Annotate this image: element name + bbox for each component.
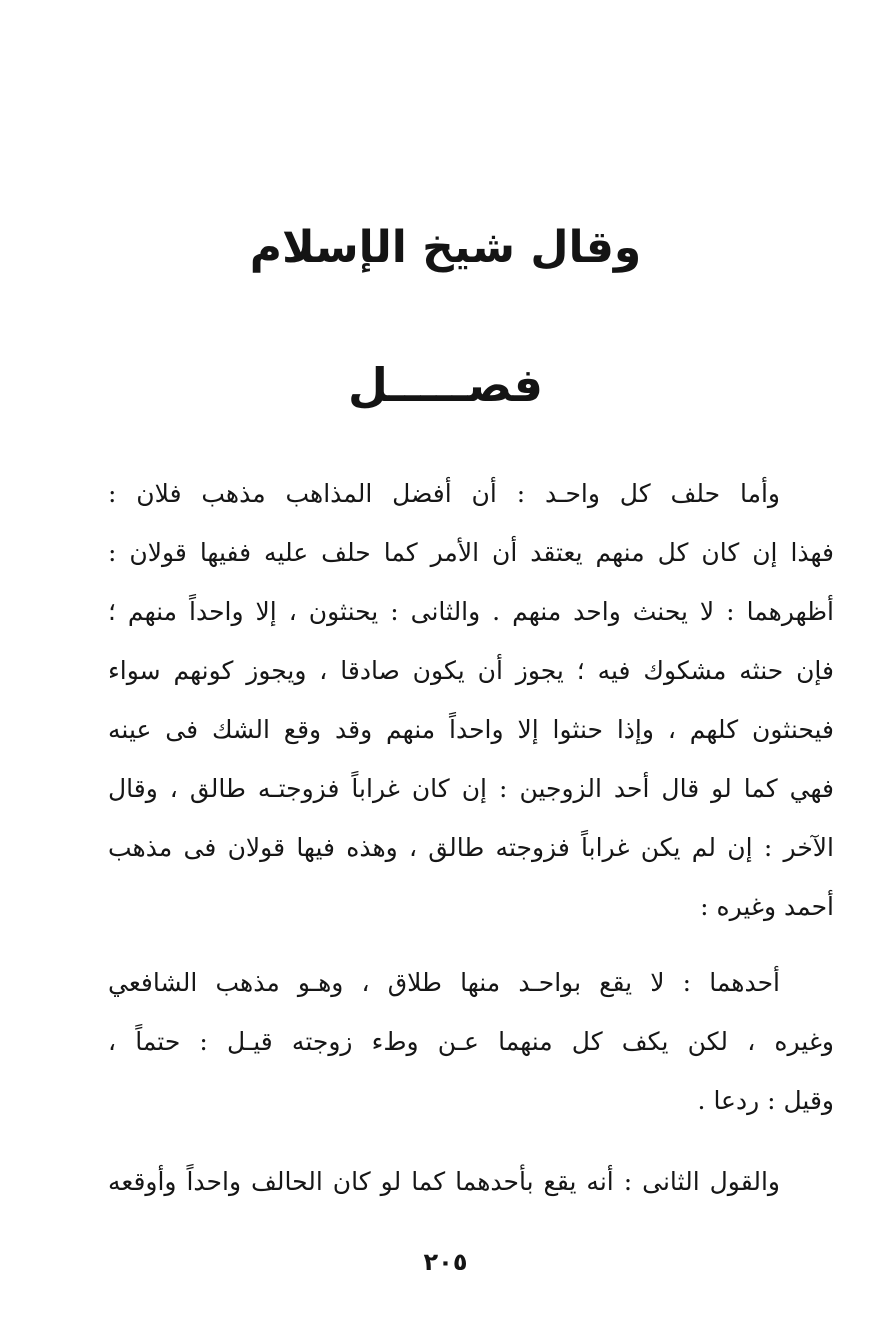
text-line: فيحنثون كلهم ، وإذا حنثوا إلا واحداً منهم وقد وقع الشك فى عينه	[108, 715, 834, 744]
text-line: فهذا إن كان كل منهم يعتقد أن الأمر كما حلف عليه ففيها قولان :	[108, 538, 834, 567]
text-line: فإن حنثه مشكوك فيه ؛ يجوز أن يكون صادقا ، ويجوز كونهم سواء	[108, 656, 834, 685]
paragraph-3	[108, 1152, 834, 1211]
page-number: ٢٠٥	[423, 1248, 468, 1276]
section-heading: فصـــــل	[347, 358, 544, 412]
text-line: وقيل : ردعا .	[697, 1086, 834, 1115]
text-line: أظهرهما : لا يحنث واحد منهم . والثانى : يحنثون ، إلا واحداً منهم ؛	[108, 597, 834, 626]
main-heading: وقال شيخ الإسلام	[249, 222, 642, 273]
text-line: أحمد وغيره :	[700, 892, 834, 921]
paragraph-2	[108, 953, 834, 1130]
paragraph-1	[108, 464, 834, 936]
text-line: فهي كما لو قال أحد الزوجين : إن كان غراباً فزوجتـه طالق ، وقال	[108, 774, 834, 803]
text-line: وأما حلف كل واحـد : أن أفضل المذاهب مذهب فلان :	[108, 479, 780, 508]
text-line: وغيره ، لكن يكف كل منهما عـن وطء زوجته قيـل : حتماً ،	[108, 1027, 834, 1056]
text-line: الآخر : إن لم يكن غراباً فزوجته طالق ، وهذه فيها قولان فى مذهب	[108, 833, 834, 862]
text-line: أحدهما : لا يقع بواحـد منها طلاق ، وهـو مذهب الشافعي	[108, 968, 780, 997]
text-line: والقول الثانى : أنه يقع بأحدهما كما لو كان الحالف واحداً وأوقعه	[108, 1167, 780, 1196]
